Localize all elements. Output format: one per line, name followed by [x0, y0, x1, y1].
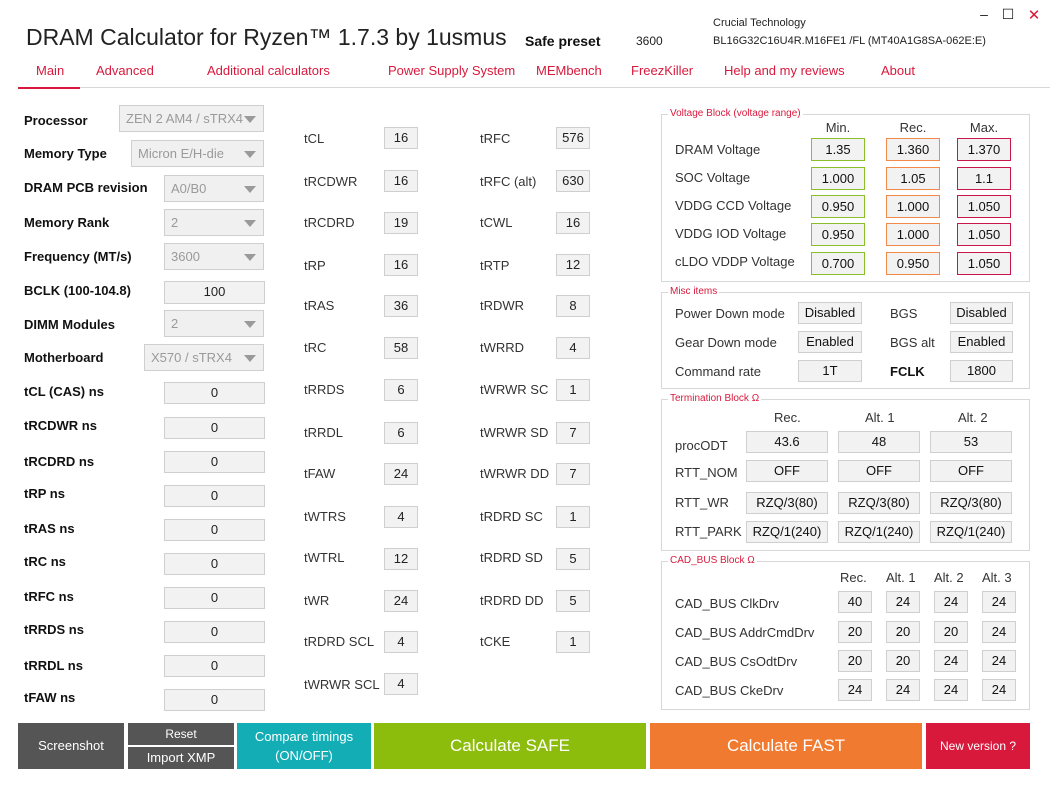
cadbus-label: CAD_BUS CsOdtDrv: [675, 654, 798, 669]
timing-label: tWRWR SCL: [304, 677, 380, 692]
ns-label: tRCDRD ns: [24, 454, 95, 469]
voltage-label: VDDG CCD Voltage: [675, 198, 792, 213]
termination-value[interactable]: OFF: [746, 460, 828, 482]
voltage-label: cLDO VDDP Voltage: [675, 254, 795, 269]
tab-main[interactable]: Main: [36, 63, 65, 78]
memory-type-select[interactable]: [131, 140, 264, 167]
chevron-down-icon: [244, 321, 256, 328]
bgs-alt-value[interactable]: Enabled: [950, 331, 1013, 353]
dimm-modules-value: 2: [171, 316, 179, 331]
timing-label: tRCDWR: [304, 174, 358, 189]
voltage-max[interactable]: 1.050: [957, 195, 1011, 218]
timing-value[interactable]: 5: [556, 548, 590, 570]
power-down-value[interactable]: Disabled: [798, 302, 862, 324]
timing-label: tWR: [304, 593, 330, 608]
pcb-revision-select[interactable]: [164, 175, 264, 202]
tab-additional-calculators[interactable]: Additional calculators: [207, 63, 330, 78]
voltage-rec[interactable]: 1.000: [886, 223, 940, 246]
fclk-value[interactable]: 1800: [950, 360, 1013, 382]
timing-value[interactable]: 6: [384, 379, 418, 401]
cadbus-value[interactable]: 24: [982, 621, 1016, 643]
ns-label: tFAW ns: [24, 690, 76, 705]
timing-value[interactable]: 58: [384, 337, 418, 359]
compare-timings-button[interactable]: [237, 723, 371, 769]
timing-label: tRDWR: [480, 298, 525, 313]
chevron-down-icon: [244, 186, 256, 193]
bclk-input[interactable]: 100: [164, 281, 265, 304]
timing-label: tRP: [304, 258, 326, 273]
voltage-max[interactable]: 1.050: [957, 252, 1011, 275]
tab-membench[interactable]: MEMbench: [536, 63, 602, 78]
gear-down-value[interactable]: Enabled: [798, 331, 862, 353]
timing-value[interactable]: 19: [384, 212, 418, 234]
voltage-label: DRAM Voltage: [675, 142, 761, 157]
memory-type-label: Memory Type: [24, 146, 107, 161]
ns-label: tRCDWR ns: [24, 418, 97, 433]
chevron-down-icon: [244, 254, 256, 261]
timing-label: tRTP: [480, 258, 510, 273]
processor-value: ZEN 2 AM4 / sTRX4: [126, 111, 244, 126]
timing-label: tRC: [304, 340, 327, 355]
voltage-rec[interactable]: 1.05: [886, 167, 940, 190]
chevron-down-icon: [244, 151, 256, 158]
chevron-down-icon: [244, 220, 256, 227]
minimize-icon[interactable]: –: [980, 6, 988, 22]
ns-label: tRC ns: [24, 554, 66, 569]
new-version-button[interactable]: New version ?: [926, 723, 1030, 769]
timing-label: tRDRD SD: [480, 550, 543, 565]
voltage-label: SOC Voltage: [675, 170, 751, 185]
calculate-safe-button[interactable]: Calculate SAFE: [374, 723, 646, 769]
voltage-max[interactable]: 1.1: [957, 167, 1011, 190]
voltage-rec[interactable]: 1.360: [886, 138, 940, 161]
termination-value[interactable]: RZQ/1(240): [930, 521, 1012, 543]
voltage-min[interactable]: 1.000: [811, 167, 865, 190]
processor-select[interactable]: [119, 105, 264, 132]
ns-input[interactable]: 0: [164, 417, 265, 439]
cadbus-block-title: CAD_BUS Block Ω: [670, 555, 755, 566]
preset-label: Safe preset: [525, 33, 601, 49]
cadbus-value[interactable]: 20: [886, 621, 920, 643]
bgs-label: BGS: [890, 306, 918, 321]
pcb-revision-label: DRAM PCB revision: [24, 180, 148, 195]
chevron-down-icon: [244, 355, 256, 362]
termination-value[interactable]: RZQ/1(240): [746, 521, 828, 543]
timing-value[interactable]: 16: [384, 254, 418, 276]
termination-block-title: Termination Block Ω: [670, 393, 760, 404]
timing-value[interactable]: 7: [556, 463, 590, 485]
voltage-header-max: Max.: [969, 120, 999, 135]
close-icon[interactable]: ✕: [1027, 7, 1041, 24]
ns-label: tCL (CAS) ns: [24, 384, 104, 399]
termination-value[interactable]: RZQ/3(80): [838, 492, 920, 514]
tab-about[interactable]: About: [881, 63, 915, 78]
cadbus-value[interactable]: 24: [982, 591, 1016, 613]
termination-label: RTT_PARK: [675, 524, 742, 539]
timing-value[interactable]: 630: [556, 170, 590, 192]
ns-label: tRFC ns: [24, 589, 74, 604]
termination-value[interactable]: OFF: [930, 460, 1012, 482]
command-rate-value[interactable]: 1T: [798, 360, 862, 382]
ns-input[interactable]: 0: [164, 621, 265, 643]
timing-value[interactable]: 1: [556, 631, 590, 653]
timing-label: tRRDL: [304, 425, 344, 440]
termination-header-rec: Rec.: [774, 410, 801, 425]
voltage-rec[interactable]: 1.000: [886, 195, 940, 218]
voltage-label: VDDG IOD Voltage: [675, 226, 787, 241]
timing-label: tRAS: [304, 298, 335, 313]
memory-rank-label: Memory Rank: [24, 215, 110, 230]
cadbus-value[interactable]: 24: [982, 650, 1016, 672]
preset-value: 3600: [636, 34, 663, 48]
timing-label: tRFC (alt): [480, 174, 537, 189]
cadbus-value[interactable]: 40: [838, 591, 872, 613]
tab-freezkiller[interactable]: FreezKiller: [631, 63, 694, 78]
reset-button[interactable]: Reset: [128, 723, 234, 745]
memory-part-number: BL16G32C16U4R.M16FE1 /FL (MT40A1G8SA-062E:E): [713, 35, 986, 47]
dimm-modules-select[interactable]: [164, 310, 264, 337]
timing-value[interactable]: 12: [556, 254, 590, 276]
motherboard-select[interactable]: [144, 344, 264, 371]
import-xmp-button[interactable]: Import XMP: [128, 747, 234, 769]
memory-rank-select[interactable]: [164, 209, 264, 236]
memory-rank-value: 2: [171, 215, 179, 230]
timing-label: tWRRD: [480, 340, 525, 355]
timing-value[interactable]: 1: [556, 506, 590, 528]
cadbus-label: CAD_BUS CkeDrv: [675, 683, 784, 698]
frequency-value: 3600: [171, 249, 200, 264]
timing-label: tFAW: [304, 466, 336, 481]
cadbus-value[interactable]: 24: [934, 679, 968, 701]
frequency-select[interactable]: [164, 243, 264, 270]
maximize-icon[interactable]: ☐: [1001, 6, 1015, 22]
cadbus-header-alt1: Alt. 1: [886, 570, 916, 585]
cadbus-value[interactable]: 24: [838, 679, 872, 701]
termination-label: RTT_WR: [675, 495, 729, 510]
ns-label: tRRDL ns: [24, 658, 83, 673]
ns-label: tRP ns: [24, 486, 65, 501]
app-title: DRAM Calculator for Ryzen™ 1.7.3 by 1usmus: [26, 24, 507, 50]
termination-value[interactable]: 53: [930, 431, 1012, 453]
cadbus-value[interactable]: 24: [934, 591, 968, 613]
dimm-modules-label: DIMM Modules: [24, 317, 115, 332]
memory-vendor: Crucial Technology: [713, 17, 806, 29]
ns-input[interactable]: 0: [164, 689, 265, 711]
timing-label: tWRWR DD: [480, 466, 550, 481]
motherboard-value: X570 / sTRX4: [151, 350, 232, 365]
timing-value[interactable]: 24: [384, 590, 418, 612]
timing-label: tRDRD SCL: [304, 634, 375, 649]
ns-input[interactable]: 0: [164, 553, 265, 575]
timing-value[interactable]: 24: [384, 463, 418, 485]
ns-input[interactable]: 0: [164, 451, 265, 473]
timing-label: tCL: [304, 131, 325, 146]
voltage-rec[interactable]: 0.950: [886, 252, 940, 275]
bclk-label: BCLK (100-104.8): [24, 283, 131, 298]
memory-type-value: Micron E/H-die: [138, 146, 224, 161]
timing-label: tRCDRD: [304, 215, 355, 230]
cadbus-label: CAD_BUS AddrCmdDrv: [675, 625, 815, 640]
ns-label: tRAS ns: [24, 521, 75, 536]
voltage-min[interactable]: 0.950: [811, 223, 865, 246]
timing-value[interactable]: 576: [556, 127, 590, 149]
termination-header-alt1: Alt. 1: [865, 410, 895, 425]
fclk-label: FCLK: [890, 364, 925, 379]
timing-label: tWTRL: [304, 550, 345, 565]
termination-header-alt2: Alt. 2: [958, 410, 988, 425]
termination-label: procODT: [675, 438, 728, 453]
timing-value[interactable]: 16: [556, 212, 590, 234]
timing-label: tWRWR SD: [480, 425, 549, 440]
timing-value[interactable]: 4: [556, 337, 590, 359]
timing-value[interactable]: 7: [556, 422, 590, 444]
cadbus-value[interactable]: 20: [838, 621, 872, 643]
command-rate-label: Command rate: [675, 364, 761, 379]
ns-input[interactable]: 0: [164, 519, 265, 541]
voltage-header-min: Min.: [825, 120, 851, 135]
screenshot-button[interactable]: Screenshot: [18, 723, 124, 769]
bgs-value[interactable]: Disabled: [950, 302, 1013, 324]
voltage-header-rec: Rec.: [899, 120, 927, 135]
timing-value[interactable]: 4: [384, 631, 418, 653]
termination-label: RTT_NOM: [675, 465, 738, 480]
timing-label: tCKE: [480, 634, 511, 649]
tab-power-supply-system[interactable]: Power Supply System: [388, 63, 516, 78]
motherboard-label: Motherboard: [24, 350, 104, 365]
termination-value[interactable]: RZQ/3(80): [930, 492, 1012, 514]
bgs-alt-label: BGS alt: [890, 335, 935, 350]
termination-value[interactable]: 43.6: [746, 431, 828, 453]
cadbus-value[interactable]: 24: [886, 679, 920, 701]
calculate-fast-button[interactable]: Calculate FAST: [650, 723, 922, 769]
processor-label: Processor: [24, 113, 88, 128]
ns-label: tRRDS ns: [24, 622, 84, 637]
timing-label: tRDRD DD: [480, 593, 544, 608]
timing-label: tCWL: [480, 215, 513, 230]
timing-value[interactable]: 36: [384, 295, 418, 317]
ns-input[interactable]: 0: [164, 382, 265, 404]
termination-value[interactable]: RZQ/1(240): [838, 521, 920, 543]
timing-value[interactable]: 8: [556, 295, 590, 317]
nav-divider: [18, 87, 1050, 88]
cadbus-value[interactable]: 20: [838, 650, 872, 672]
timing-value[interactable]: 16: [384, 127, 418, 149]
power-down-label: Power Down mode: [675, 306, 785, 321]
cadbus-header-alt2: Alt. 2: [934, 570, 964, 585]
timing-value[interactable]: 6: [384, 422, 418, 444]
timing-value[interactable]: 12: [384, 548, 418, 570]
voltage-block-title: Voltage Block (voltage range): [670, 108, 801, 119]
ns-input[interactable]: 0: [164, 485, 265, 507]
timing-value[interactable]: 4: [384, 673, 418, 695]
timing-value[interactable]: 4: [384, 506, 418, 528]
cadbus-value[interactable]: 24: [934, 650, 968, 672]
gear-down-label: Gear Down mode: [675, 335, 777, 350]
cadbus-label: CAD_BUS ClkDrv: [675, 596, 780, 611]
chevron-down-icon: [244, 116, 256, 123]
voltage-min[interactable]: 0.950: [811, 195, 865, 218]
cadbus-value[interactable]: 20: [934, 621, 968, 643]
timing-value[interactable]: 5: [556, 590, 590, 612]
cadbus-value[interactable]: 20: [886, 650, 920, 672]
termination-value[interactable]: RZQ/3(80): [746, 492, 828, 514]
timing-value[interactable]: 16: [384, 170, 418, 192]
ns-input[interactable]: 0: [164, 587, 265, 609]
misc-block-title: Misc items: [670, 286, 718, 297]
termination-value[interactable]: 48: [838, 431, 920, 453]
voltage-max[interactable]: 1.050: [957, 223, 1011, 246]
compare-timings-label: Compare timings: [254, 729, 354, 744]
cadbus-value[interactable]: 24: [886, 591, 920, 613]
voltage-max[interactable]: 1.370: [957, 138, 1011, 161]
cadbus-header-rec: Rec.: [840, 570, 867, 585]
cadbus-value[interactable]: 24: [982, 679, 1016, 701]
timing-value[interactable]: 1: [556, 379, 590, 401]
timing-label: tWTRS: [304, 509, 346, 524]
compare-timings-sublabel: (ON/OFF): [275, 748, 333, 763]
termination-value[interactable]: OFF: [838, 460, 920, 482]
timing-label: tRRDS: [304, 382, 345, 397]
voltage-min[interactable]: 1.35: [811, 138, 865, 161]
timing-label: tWRWR SC: [480, 382, 549, 397]
tab-main-indicator: [18, 87, 80, 89]
timing-label: tRFC: [480, 131, 511, 146]
pcb-revision-value: A0/B0: [171, 181, 207, 196]
timing-label: tRDRD SC: [480, 509, 543, 524]
cadbus-header-alt3: Alt. 3: [982, 570, 1012, 585]
voltage-min[interactable]: 0.700: [811, 252, 865, 275]
tab-advanced[interactable]: Advanced: [96, 63, 154, 78]
ns-input[interactable]: 0: [164, 655, 265, 677]
frequency-label: Frequency (MT/s): [24, 249, 132, 264]
tab-help-and-reviews[interactable]: Help and my reviews: [724, 63, 845, 78]
